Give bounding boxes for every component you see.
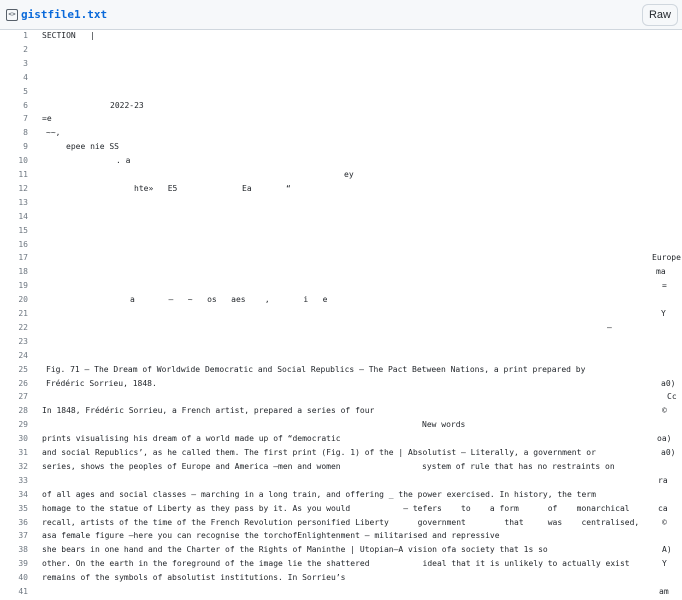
code-line [0,71,682,85]
code-line [0,432,682,446]
line-number: 36 [18,517,28,527]
line-text: Fig. 71 — The Dream of Worldwide Democratic and Social Republics — The Pact Between Nations, a print prepared by [46,364,586,374]
code-line [0,196,682,210]
code-line [0,377,682,391]
code-view [0,29,682,600]
line-number: 31 [18,448,28,457]
line-number: 3 [23,58,28,68]
line-number: 13 [18,197,28,207]
line-text: Y [662,559,667,569]
line-text: © [662,517,667,527]
line-number: 23 [18,336,28,346]
line-number: 6 [23,100,28,110]
line-number: 26 [18,378,28,388]
line-number: 24 [18,350,28,360]
code-line [0,446,682,460]
line-number: 34 [18,489,28,499]
line-text: Europe [652,253,681,263]
line-number: 41 [18,587,28,596]
line-number: 5 [23,86,28,96]
code-line [0,418,682,432]
line-text: hte» E5 [134,183,178,193]
code-line [0,224,682,238]
line-text: . a [116,156,131,166]
code-line [0,363,682,377]
line-number: 10 [18,156,28,166]
line-number: 25 [18,364,28,374]
line-text: 2022-23 [110,100,144,110]
line-text: remains of the symbols of absolutist institutions. In Sorrieu’s [42,573,346,583]
code-line [0,126,682,140]
line-text: © [662,406,667,416]
code-line [0,251,682,265]
code-line [0,390,682,404]
code-line [0,460,682,474]
line-text: am [659,587,669,596]
code-line [0,238,682,252]
code-line [0,307,682,321]
code-line [0,210,682,224]
file-header [0,0,682,30]
line-number: 33 [18,475,28,485]
line-text: series, shows the peoples of Europe and America —men and women [42,461,341,471]
line-number: 21 [18,309,28,318]
line-text: epee nie SS [66,142,119,152]
line-number: 4 [23,72,28,82]
line-text: — [607,322,612,332]
line-text: and social Republics’, as he called them. The first print (Fig. 1) of the | Absolutist — Literally, a government or [42,448,596,457]
line-text: SECTION | [42,31,95,40]
line-text: In 1848, Frédéric Sorrieu, a French artist, prepared a series of four [42,406,375,416]
line-number: 1 [23,31,28,40]
line-text: she bears in one hand and the Charter of the Rights of Maninthe | Utopian—A vision ofa society that 1s so [42,545,548,555]
code-file-icon: <> [6,9,18,21]
code-line [0,488,682,502]
code-line [0,154,682,168]
line-text: Ea [242,183,252,193]
code-line [0,335,682,349]
code-line [0,182,682,196]
line-number: 28 [18,406,28,416]
line-text: of all ages and social classes — marching in a long train, and offering _ the power exercised. In history, the term [42,489,596,499]
code-line [0,85,682,99]
code-line [0,293,682,307]
line-text: ~~, [46,128,61,138]
line-number: 40 [18,573,28,583]
line-number: 37 [18,531,28,541]
line-text: ey [344,170,354,179]
line-number: 9 [23,142,28,152]
code-line [0,585,682,599]
code-line [0,99,682,113]
code-line [0,502,682,516]
line-text: Cc [667,392,677,402]
line-text: homage to the statue of Liberty as they pass by it. As you would — tefers to a form of monarchical [42,503,630,513]
line-text: ra [658,475,668,485]
code-line [0,516,682,530]
code-line [0,140,682,154]
line-number: 7 [23,114,28,124]
line-number: 18 [18,267,28,277]
line-text: =e [42,114,52,124]
line-text: ca [658,503,668,513]
code-line [0,57,682,71]
line-text: system of rule that has no restraints on [422,461,615,471]
code-line [0,349,682,363]
file-name-link[interactable]: gistfile1.txt [21,8,108,21]
line-number: 12 [18,183,28,193]
code-line [0,43,682,57]
line-number: 39 [18,559,28,569]
code-line [0,279,682,293]
line-text: New words [422,420,466,430]
line-number: 16 [18,239,28,249]
code-line [0,168,682,182]
raw-button[interactable]: Raw [642,4,678,26]
line-number: 35 [18,503,28,513]
code-line [0,265,682,279]
line-number: 19 [18,281,28,291]
line-text: recall, artists of the time of the French Revolution personified Liberty government that was centralised, [42,517,640,527]
line-number: 17 [18,253,28,263]
line-text: A) [662,545,672,555]
line-text: prints visualising his dream of a world made up of “democratic [42,434,341,444]
code-line [0,321,682,335]
line-text: a0) [661,448,676,457]
line-number: 2 [23,44,28,54]
line-number: 8 [23,128,28,138]
line-text: ma [656,267,666,277]
line-number: 32 [18,461,28,471]
code-line [0,112,682,126]
code-line [0,29,682,43]
line-number: 38 [18,545,28,555]
line-text: asa female figure —here you can recognise the torchofEnlightenment — militarised and repressive [42,531,500,541]
line-text: oa) [657,434,672,444]
line-text: = [662,281,667,291]
line-text: other. On the earth in the foreground of the image lie the shattered ideal that it is unlikely to actually exist [42,559,630,569]
line-text: a — ~ os aes , i e [130,295,328,305]
line-number: 22 [18,322,28,332]
line-text: “ [286,183,291,193]
code-line [0,404,682,418]
line-number: 11 [18,170,28,179]
line-number: 14 [18,211,28,221]
code-line [0,571,682,585]
line-number: 29 [18,420,28,430]
code-line [0,557,682,571]
line-number: 15 [18,225,28,235]
line-number: 27 [18,392,28,402]
code-line [0,529,682,543]
line-text: a0) [661,378,676,388]
line-text: Y [661,309,666,318]
line-number: 30 [18,434,28,444]
code-line [0,543,682,557]
line-text: Frédéric Sorrieu, 1848. [46,378,157,388]
code-line [0,474,682,488]
line-number: 20 [18,295,28,305]
